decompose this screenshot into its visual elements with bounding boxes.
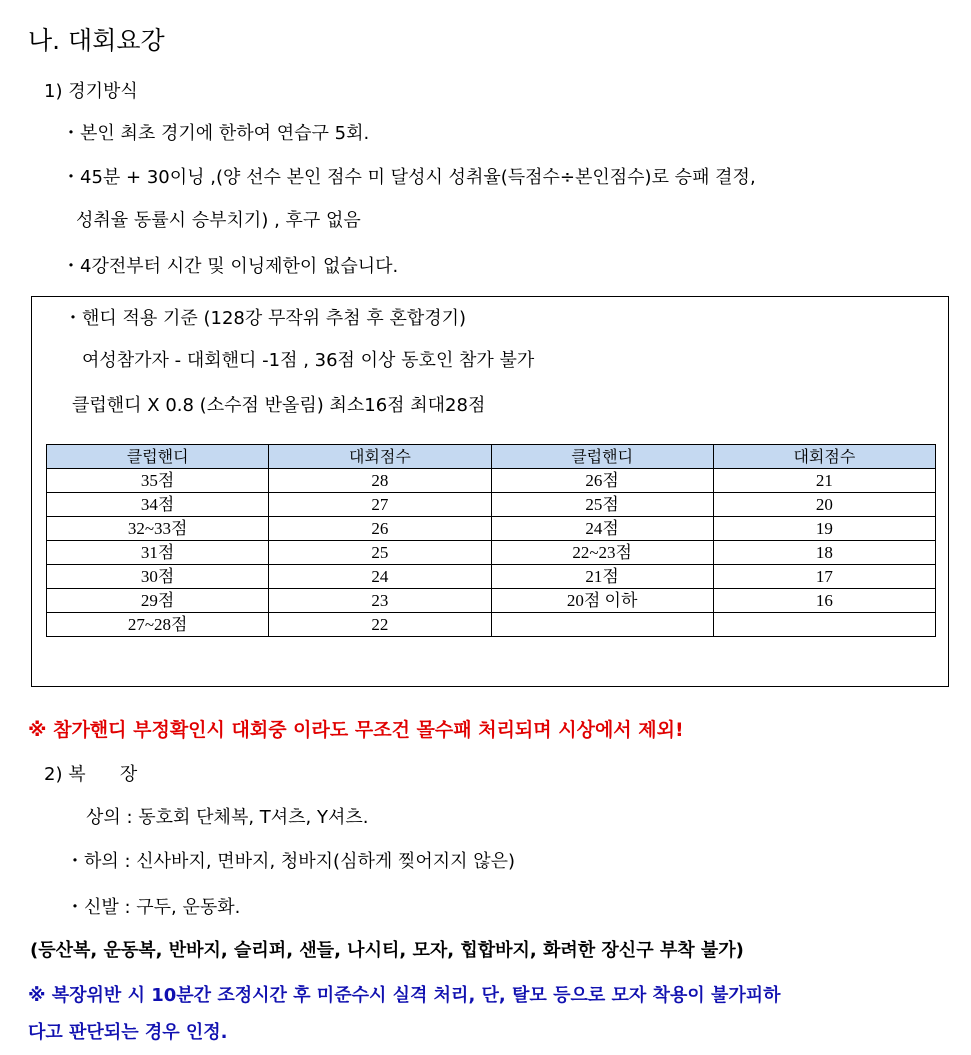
- table-cell: 30점: [47, 565, 269, 589]
- table-row: [47, 493, 936, 517]
- table-cell: 26: [269, 517, 491, 541]
- table-row: [47, 565, 936, 589]
- table-cell: 24점: [491, 517, 713, 541]
- violation-notice-continuation: 다고 판단되는 경우 인정.: [28, 1022, 228, 1043]
- section-heading: 나. 대회요강: [28, 26, 165, 55]
- handicap-women-rule: 여성참가자 - 대회핸디 -1점 , 36점 이상 동호인 참가 불가: [82, 350, 535, 371]
- section2-title: 2) 복 장: [44, 764, 138, 785]
- rule-bullet: ・45분 + 30이닝 ,(양 선수 본인 점수 미 달성시 성취율(득점수÷본인점수)로 승패 결정,: [62, 167, 756, 188]
- table-cell: 23: [269, 589, 491, 613]
- table-cell: 22: [269, 613, 491, 637]
- table-cell: 26점: [491, 469, 713, 493]
- handicap-formula: 클럽핸디 X 0.8 (소수점 반올림) 최소16점 최대28점: [72, 395, 486, 416]
- violation-notice: ※ 복장위반 시 10분간 조정시간 후 미준수시 실격 처리, 단, 탈모 등으로 모자 착용이 불가피하: [28, 985, 781, 1006]
- dress-code-bottom: ・하의 : 신사바지, 면바지, 청바지(심하게 찢어지지 않은): [66, 851, 516, 872]
- table-cell: 20점 이하: [491, 589, 713, 613]
- table-cell: 32~33점: [47, 517, 269, 541]
- table-cell: 22~23점: [491, 541, 713, 565]
- column-header: 클럽핸디: [491, 445, 713, 469]
- table-cell: [713, 613, 935, 637]
- rule-bullet: ・본인 최초 경기에 한하여 연습구 5회.: [62, 123, 370, 144]
- rule-bullet-continuation: 성취율 동률시 승부치기) , 후구 없음: [76, 210, 361, 231]
- column-header: 대회점수: [269, 445, 491, 469]
- table-cell: 27: [269, 493, 491, 517]
- table-cell: 17: [713, 565, 935, 589]
- table-cell: 21점: [491, 565, 713, 589]
- table-cell: 16: [713, 589, 935, 613]
- column-header: 클럽핸디: [47, 445, 269, 469]
- table-row: [47, 517, 936, 541]
- table-cell: 20: [713, 493, 935, 517]
- table-cell: 24: [269, 565, 491, 589]
- rule-bullet: ・4강전부터 시간 및 이닝제한이 없습니다.: [62, 256, 399, 277]
- table-cell: 34점: [47, 493, 269, 517]
- table-cell: 35점: [47, 469, 269, 493]
- handicap-table: [46, 444, 936, 637]
- dress-code-top: 상의 : 동호회 단체복, T셔츠, Y셔츠.: [86, 807, 369, 828]
- table-cell: 31점: [47, 541, 269, 565]
- table-cell: 19: [713, 517, 935, 541]
- table-row: [47, 541, 936, 565]
- table-cell: 25: [269, 541, 491, 565]
- banned-items-note: (등산복, 운동복, 반바지, 슬리퍼, 샌들, 나시티, 모자, 힙합바지, 화려한 장신구 부착 불가): [30, 940, 744, 961]
- table-cell: [491, 613, 713, 637]
- table-header-row: [47, 445, 936, 469]
- table-row: [47, 589, 936, 613]
- table-cell: 29점: [47, 589, 269, 613]
- table-cell: 27~28점: [47, 613, 269, 637]
- table-row: [47, 469, 936, 493]
- table-row: [47, 613, 936, 637]
- table-cell: 21: [713, 469, 935, 493]
- forfeit-notice: ※ 참가핸디 부정확인시 대회중 이라도 무조건 몰수패 처리되며 시상에서 제외!: [28, 719, 684, 741]
- column-header: 대회점수: [713, 445, 935, 469]
- table-cell: 18: [713, 541, 935, 565]
- handicap-criteria: ・핸디 적용 기준 (128강 무작위 추첨 후 혼합경기): [64, 308, 467, 329]
- table-cell: 28: [269, 469, 491, 493]
- section1-title: 1) 경기방식: [44, 81, 138, 102]
- table-cell: 25점: [491, 493, 713, 517]
- dress-code-shoes: ・신발 : 구두, 운동화.: [66, 897, 241, 918]
